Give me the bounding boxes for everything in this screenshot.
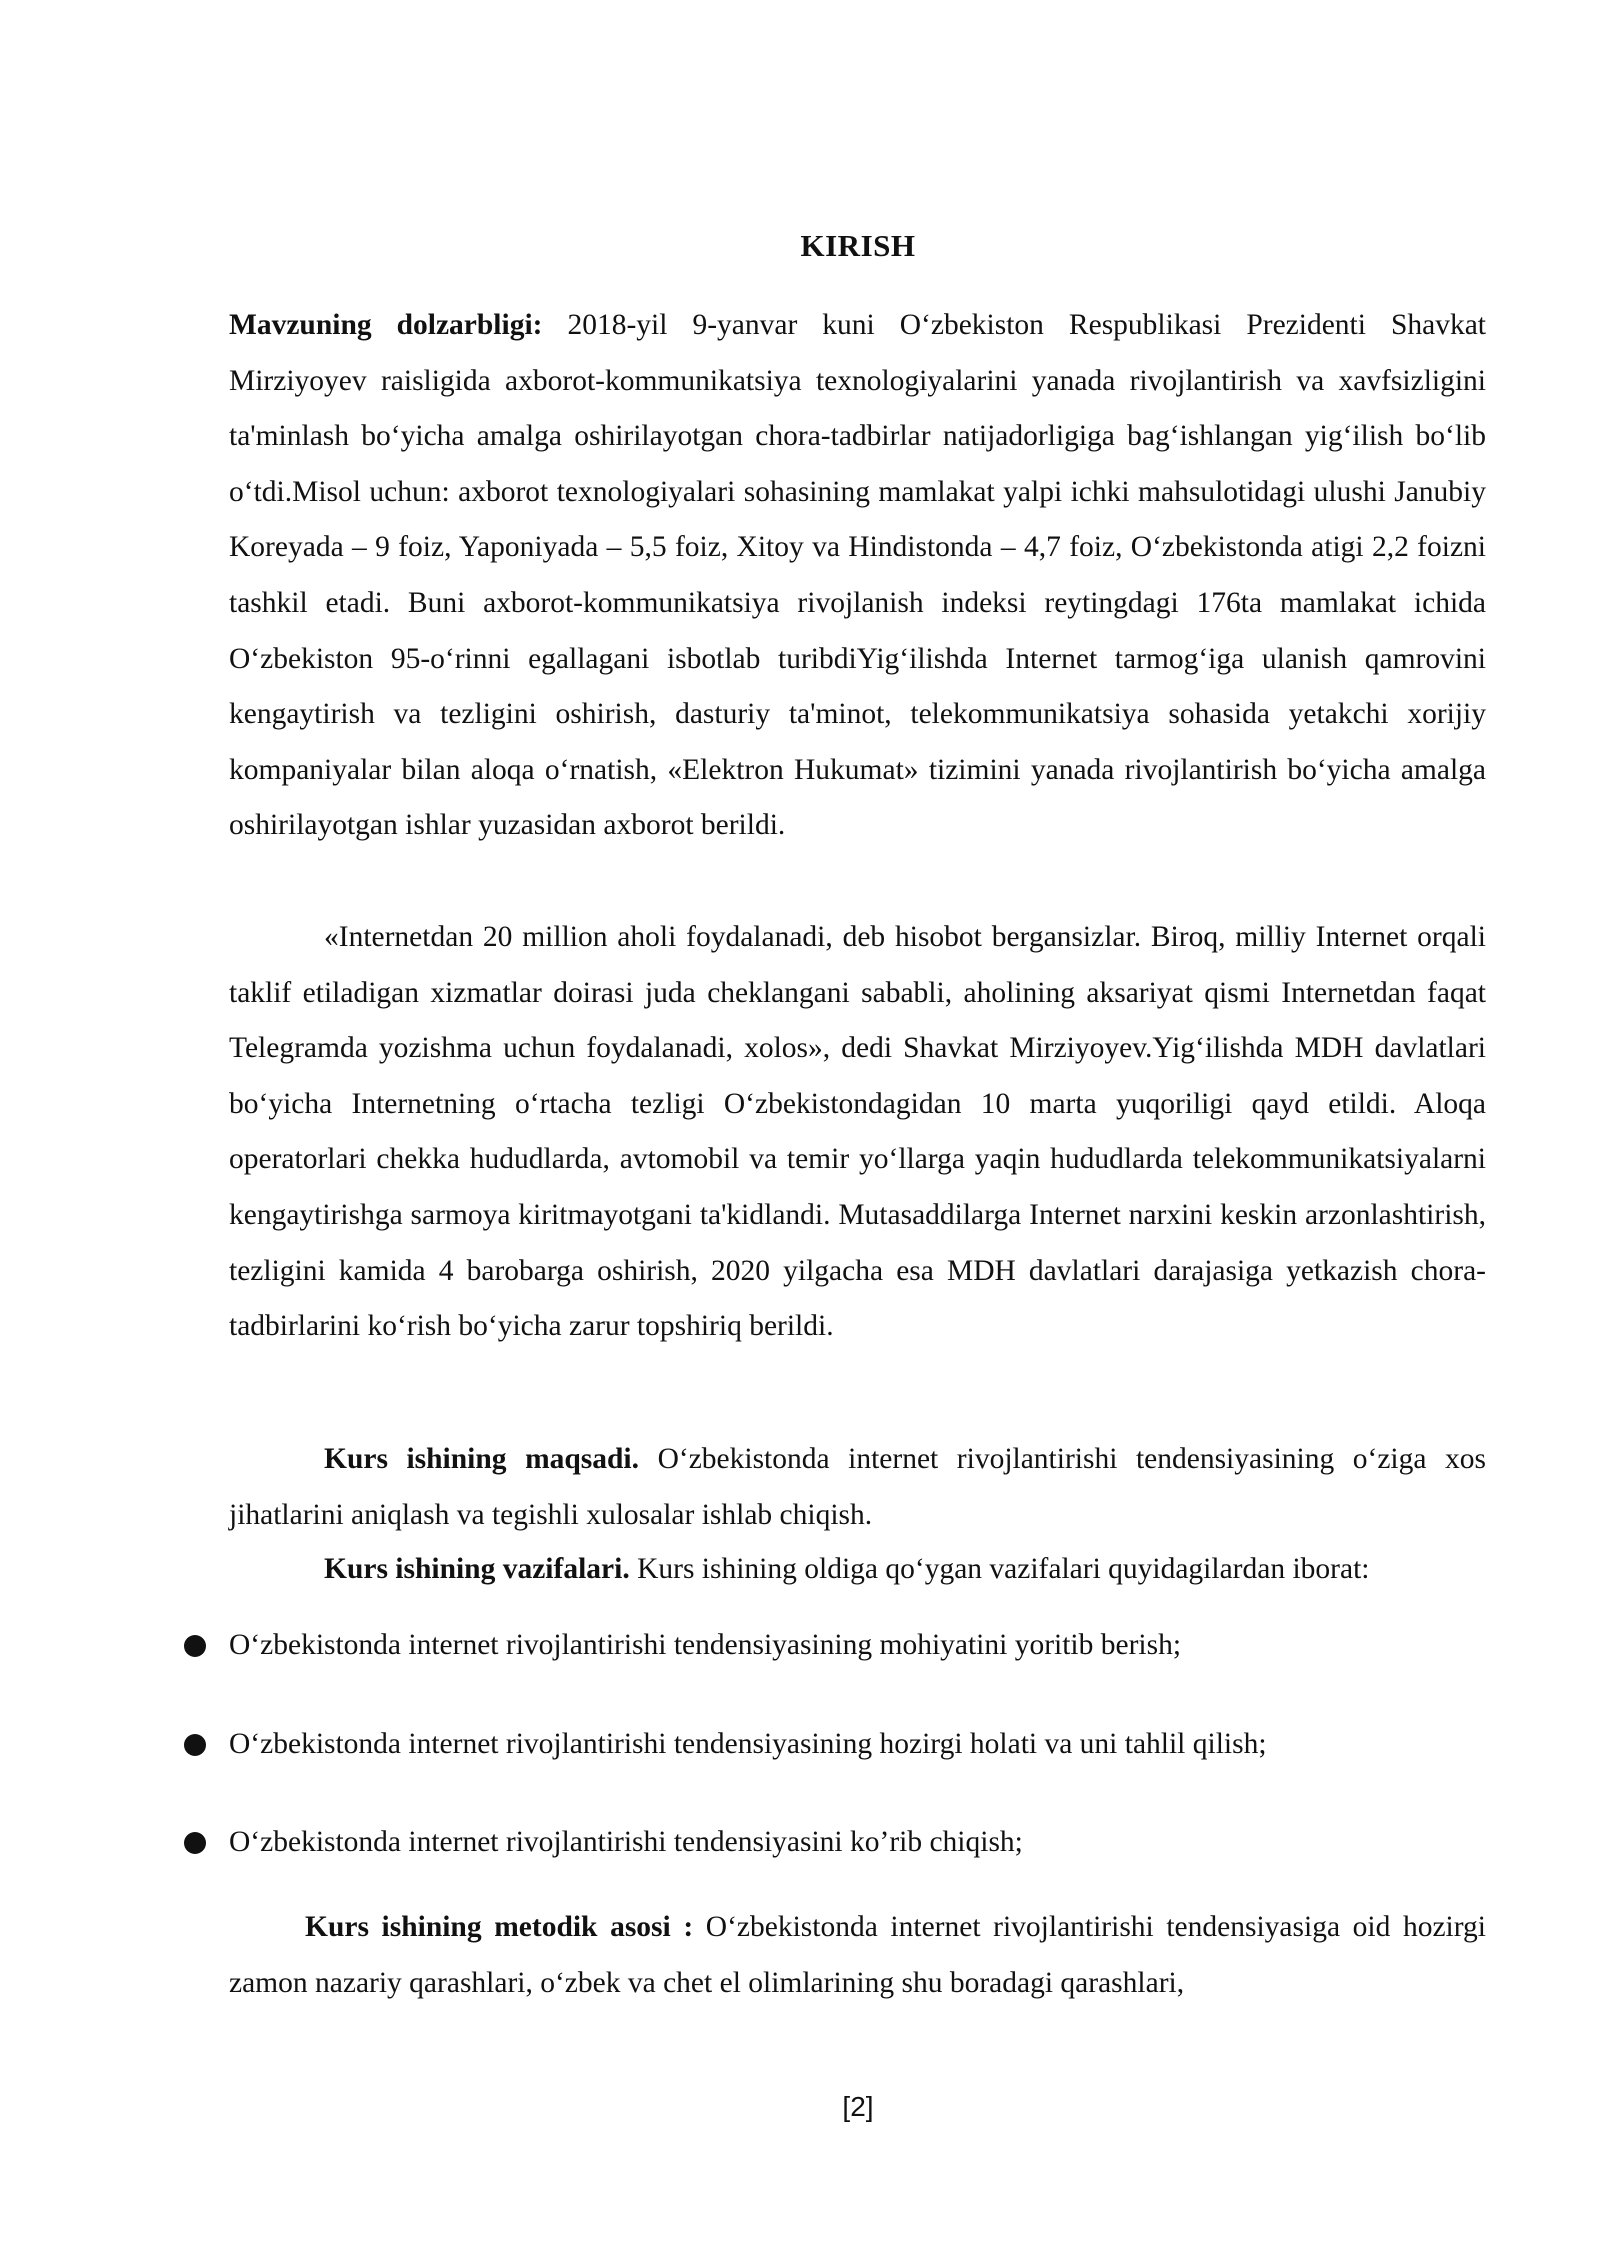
relevance-heading: Mavzuning dolzarbligi: xyxy=(229,309,543,341)
list-item-text: O‘zbekistonda internet rivojlantirishi tendensiyasining hozirgi holati va uni tahlil qilish; xyxy=(229,1727,1267,1760)
tasks-heading: Kurs ishining vazifalari. xyxy=(324,1553,630,1585)
list-item xyxy=(184,1717,1504,1816)
list-item-text: O‘zbekistonda internet rivojlantirishi tendensiyasining mohiyatini yoritib berish; xyxy=(229,1629,1182,1661)
relevance-paragraph xyxy=(229,298,1486,854)
task-list xyxy=(184,1618,1504,1914)
tasks-paragraph xyxy=(229,1542,1486,1598)
quote-paragraph: «Internetdan 20 million aholi foydalanadi, deb hisobot bergansizlar. Biroq, milliy Internet orqali taklif etiladigan xizmatlar doirasi juda cheklangani sababli, aholining aksariyat qismi Internetdan faqat Telegramda yozishma uchun foydalanadi, xolos», dedi Shavkat Mirziyoyev.Yig‘ilishda MDH davlatlari bo‘yicha Internetning o‘rtacha tezligi O‘zbekistondagidan 10 marta yuqoriligi qayd etildi. Aloqa operatorlari chekka hududlarda, avtomobil va temir yo‘llarga yaqin hududlarda telekommunikatsiyalarni kengaytirishga sarmoya kiritmayotgani ta'kidlandi. Mutasaddilarga Internet narxini keskin arzonlashtirish, tezligini kamida 4 barobarga oshirish, 2020 yilgacha esa MDH davlatlari darajasiga yetkazish chora-tadbirlarini ko‘rish bo‘yicha zarur topshiriq berildi. xyxy=(229,921,1486,1343)
goal-heading: Kurs ishining maqsadi. xyxy=(324,1443,640,1475)
bullet-icon xyxy=(184,1635,206,1657)
list-item xyxy=(184,1618,1504,1717)
goal-paragraph xyxy=(229,1432,1486,1543)
method-text: O‘zbekistonda internet rivojlantirishi tendensiyasiga oid hozirgi zamon nazariy qarashlari, o‘zbek va chet el olimlarining shu boradagi qarashlari, xyxy=(229,1911,1486,1999)
method-paragraph xyxy=(229,1900,1486,2011)
goal-text: O‘zbekistonda internet rivojlantirishi tendensiyasining o‘ziga xos jihatlarini aniqlash va tegishli xulosalar ishlab chiqish. xyxy=(229,1443,1487,1531)
method-heading: Kurs ishining metodik asosi : xyxy=(305,1911,694,1943)
bullet-icon xyxy=(184,1734,206,1756)
list-item xyxy=(184,1815,1504,1914)
page-number: [2] xyxy=(842,2091,874,2122)
list-item-text: O‘zbekistonda internet rivojlantirishi tendensiyasini ko’rib chiqish; xyxy=(229,1826,1023,1858)
relevance-text: 2018-yil 9-yanvar kuni O‘zbekiston Respublikasi Prezidenti Shavkat Mirziyoyev raisligida axborot-kommunikatsiya texnologiyalarini yanada rivojlantirish va xavfsizligini ta'minlash bo‘yicha amalga oshirilayotgan chora-tadbirlar natijadorligiga bag‘ishlangan yig‘ilish bo‘lib o‘tdi.Misol uchun: axborot texnologiyalari sohasining mamlakat yalpi ichki mahsulotidagi ulushi Janubiy Koreyada – 9 foiz, Yaponiyada – 5,5 foiz, Xitoy va Hindistonda – 4,7 foiz, O‘zbekistonda atigi 2,2 foizni tashkil etadi. Buni axborot-kommunikatsiya rivojlanish indeksi reytingdagi 176ta mamlakat ichida O‘zbekiston 95-o‘rinni egallagani isbotlab turibdiYig‘ilishda Internet tarmog‘iga ulanish qamrovini kengaytirish va tezligini oshirish, dasturiy ta'minot, telekommunikatsiya sohasida yetakchi xorijiy kompaniyalar bilan aloqa o‘rnatish, «Elektron Hukumat» tizimini yanada rivojlantirish bo‘yicha amalga oshirilayotgan ishlar yuzasidan axborot berildi. xyxy=(229,309,1486,842)
page-title: KIRISH xyxy=(800,228,916,263)
tasks-text: Kurs ishining oldiga qo‘ygan vazifalari quyidagilardan iborat: xyxy=(629,1553,1370,1585)
bullet-icon xyxy=(184,1832,206,1854)
